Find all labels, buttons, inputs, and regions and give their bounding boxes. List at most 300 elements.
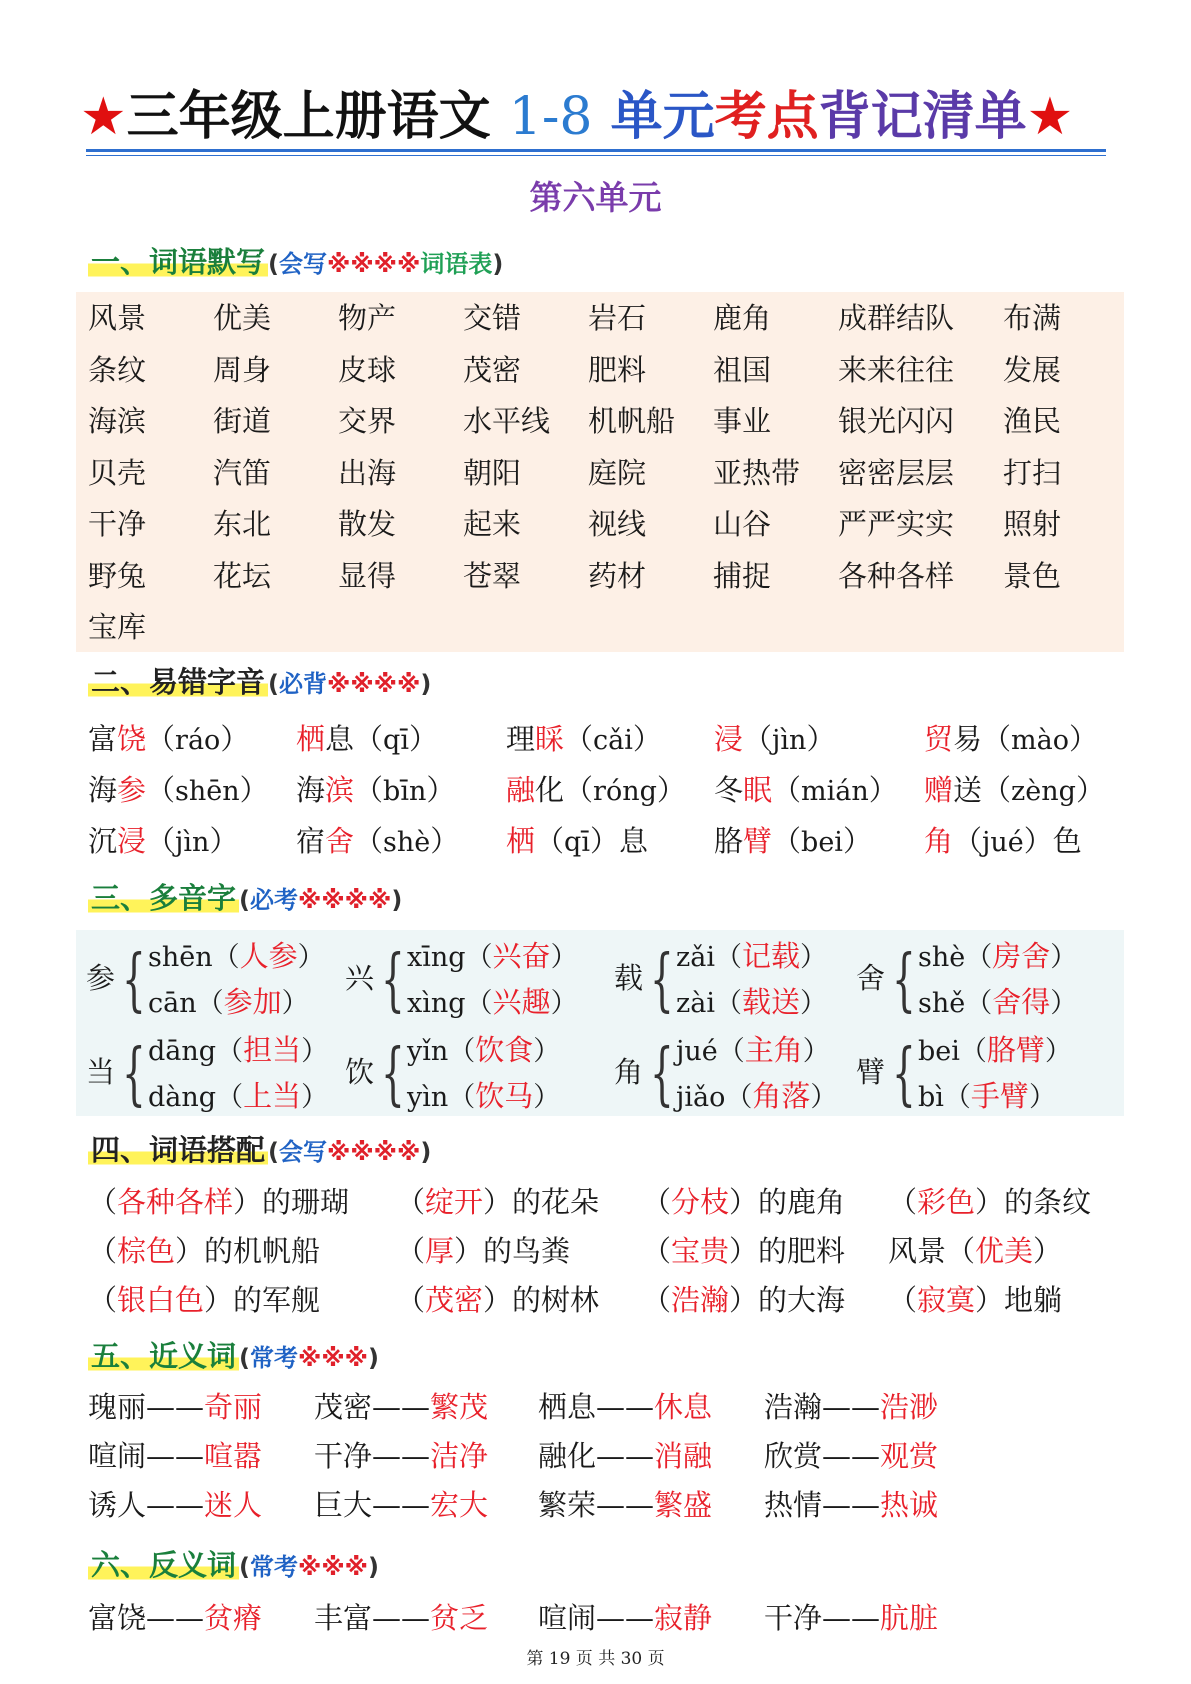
plain-word: 的花朵 xyxy=(512,1185,600,1219)
pinyin: shě xyxy=(918,988,966,1019)
example-word: 兴奋 xyxy=(492,939,551,973)
target-char: 浸 xyxy=(117,824,147,858)
pinyin: jìn xyxy=(175,827,210,858)
example-word: 饮马 xyxy=(475,1079,534,1113)
pinyin: qī xyxy=(383,725,409,756)
word-item: 渔民 xyxy=(1003,404,1062,438)
word-item: 海滨 xyxy=(88,404,147,438)
word-item: 银光闪闪 xyxy=(838,404,955,438)
example-word: 载送 xyxy=(741,985,800,1019)
punct: （ xyxy=(448,1036,476,1067)
word-item: 成群结队 xyxy=(838,301,955,335)
pinyin: xìng xyxy=(407,988,466,1019)
synonym-pair xyxy=(538,1483,712,1524)
punct: ） xyxy=(799,988,827,1019)
dash: —— xyxy=(146,1488,205,1522)
synonym-pair xyxy=(764,1434,938,1475)
brace-icon: { xyxy=(892,1035,916,1114)
dash: —— xyxy=(372,1439,431,1473)
punct: ） xyxy=(810,1082,838,1113)
pinyin: yìn xyxy=(407,1082,449,1113)
polyphone-char: 舍 xyxy=(856,961,886,995)
punct: ） xyxy=(454,1234,484,1268)
answer-word: 喧嚣 xyxy=(204,1439,263,1473)
punct: ） xyxy=(799,942,827,973)
polyphone-reading xyxy=(676,1028,830,1069)
plain-char: 色 xyxy=(1052,824,1082,858)
word: 浩瀚 xyxy=(764,1390,823,1424)
polyphone-reading xyxy=(676,980,827,1021)
word-item: 发展 xyxy=(1003,352,1062,387)
word-item: 风景 xyxy=(88,301,147,335)
answer-word: 贫乏 xyxy=(430,1601,489,1635)
dash: —— xyxy=(596,1390,655,1424)
punct: （ xyxy=(396,1283,426,1317)
punct: （ xyxy=(943,1082,971,1113)
pinyin: xīng xyxy=(407,942,466,973)
current-page: 19 xyxy=(548,1649,571,1669)
pronunciation-item xyxy=(88,717,249,758)
word: 丰富 xyxy=(314,1601,373,1635)
pinyin: shēn xyxy=(175,776,240,807)
dash: —— xyxy=(146,1390,205,1424)
punct: ） xyxy=(239,773,269,807)
punct: ） xyxy=(842,824,872,858)
plain-word: 的鹿角 xyxy=(758,1185,846,1219)
punct: （ xyxy=(216,1082,244,1113)
word-item: 交错 xyxy=(463,301,522,335)
punct: （ xyxy=(354,824,384,858)
target-char: 舍 xyxy=(325,824,355,858)
polyphone-reading xyxy=(676,1074,837,1115)
example-word: 人参 xyxy=(239,939,298,973)
collocation-item xyxy=(88,1229,320,1270)
word-item: 祖国 xyxy=(713,352,772,387)
polyphone-char: 饮 xyxy=(345,1055,375,1089)
example-word: 记载 xyxy=(741,939,800,973)
punct: ） xyxy=(1023,824,1053,858)
word-item: 东北 xyxy=(213,507,272,541)
punct: （ xyxy=(982,722,1012,756)
word-item: 出海 xyxy=(338,455,397,490)
punct: （ xyxy=(564,773,594,807)
collocation-item xyxy=(642,1278,845,1319)
polyphone-reading xyxy=(148,934,325,975)
dash: —— xyxy=(822,1601,881,1635)
punct: （ xyxy=(965,988,993,1019)
answer-word: 绽开 xyxy=(425,1185,484,1219)
collocation-item xyxy=(642,1180,845,1221)
word-item: 打扫 xyxy=(1003,455,1062,490)
plain-char: 易 xyxy=(953,722,983,756)
punct: （ xyxy=(88,1283,118,1317)
pinyin: shēn xyxy=(148,942,213,973)
plain-char: 理 xyxy=(506,722,536,756)
example-word: 上当 xyxy=(243,1079,302,1113)
word-item: 街道 xyxy=(213,404,272,438)
brace-icon: { xyxy=(892,941,916,1020)
punct: ） xyxy=(632,722,662,756)
punct: （ xyxy=(216,1036,244,1067)
plain-word: 的条纹 xyxy=(1004,1185,1092,1219)
pronunciation-item xyxy=(88,819,238,860)
synonym-pair xyxy=(538,1385,712,1426)
collocation-item xyxy=(396,1278,599,1319)
word-item: 周身 xyxy=(213,352,272,387)
example-word: 角落 xyxy=(752,1079,811,1113)
pinyin: jiǎo xyxy=(676,1082,726,1113)
pinyin: zèng xyxy=(1011,776,1076,807)
pronunciation-item xyxy=(296,768,455,809)
word-item: 贝壳 xyxy=(88,455,147,490)
punct: ） xyxy=(550,942,578,973)
dash: —— xyxy=(822,1488,881,1522)
target-char: 饶 xyxy=(117,722,147,756)
example-word: 参加 xyxy=(223,985,282,1019)
target-char: 栖 xyxy=(506,824,536,858)
pronunciation-item xyxy=(714,768,898,809)
punct: ） xyxy=(975,1185,1005,1219)
plain-word: 的珊瑚 xyxy=(262,1185,350,1219)
punct: ） xyxy=(729,1234,759,1268)
plain-word: 的鸟粪 xyxy=(483,1234,571,1268)
pinyin: bei xyxy=(801,827,843,858)
punct: （ xyxy=(888,1283,918,1317)
punct: ） xyxy=(729,1283,759,1317)
plain-char: 送 xyxy=(953,773,983,807)
polyphone-reading xyxy=(148,980,309,1021)
answer-word: 宝贵 xyxy=(671,1234,730,1268)
punct: ） xyxy=(426,773,456,807)
collocation-item xyxy=(888,1278,1062,1319)
answer-word: 热诚 xyxy=(880,1488,939,1522)
section-heading-6: 六、反义词 (常考※※※) xyxy=(88,1543,379,1583)
word-item: 宝库 xyxy=(88,610,147,644)
polyphone-char: 臂 xyxy=(856,1055,886,1089)
punct: （ xyxy=(196,988,224,1019)
pronunciation-item xyxy=(924,717,1098,758)
word-item: 朝阳 xyxy=(463,455,522,490)
pinyin: zài xyxy=(676,988,715,1019)
answer-word: 厚 xyxy=(425,1234,455,1268)
answer-word: 休息 xyxy=(654,1390,713,1424)
punct: （ xyxy=(396,1185,426,1219)
punct: ） xyxy=(533,1036,561,1067)
target-char: 眠 xyxy=(743,773,773,807)
word-item: 交界 xyxy=(338,404,397,438)
answer-word: 浩渺 xyxy=(880,1390,939,1424)
title-underline-thin xyxy=(86,155,1106,156)
punct: ） xyxy=(1075,773,1105,807)
word-item: 各种各样 xyxy=(838,558,955,593)
synonym-pair xyxy=(314,1385,488,1426)
punct: （ xyxy=(146,722,176,756)
word-item: 物产 xyxy=(338,301,397,335)
answer-word: 繁茂 xyxy=(430,1390,489,1424)
answer-word: 浩瀚 xyxy=(671,1283,730,1317)
punct: ） xyxy=(233,1185,263,1219)
word: 热情 xyxy=(764,1488,823,1522)
punct: ） xyxy=(483,1185,513,1219)
word-item: 散发 xyxy=(338,507,397,541)
word: 欣赏 xyxy=(764,1439,823,1473)
section-heading-5: 五、近义词 (常考※※※) xyxy=(88,1334,379,1374)
section-heading-1: 一、词语默写 (会写※※※※词语表) xyxy=(88,240,503,280)
punct: （ xyxy=(743,722,773,756)
punct: ） xyxy=(589,824,619,858)
punct: （ xyxy=(982,773,1012,807)
answer-word: 肮脏 xyxy=(880,1601,939,1635)
word-item: 皮球 xyxy=(338,352,397,387)
plain-word: 的军舰 xyxy=(233,1283,321,1317)
target-char: 参 xyxy=(117,773,147,807)
punct: （ xyxy=(354,773,384,807)
target-char: 睬 xyxy=(535,722,565,756)
pinyin: mián xyxy=(801,776,869,807)
brace-icon: { xyxy=(381,1035,405,1114)
polyphone-reading xyxy=(148,1028,328,1069)
word-item: 庭院 xyxy=(588,455,647,490)
dash: —— xyxy=(596,1439,655,1473)
target-char: 浸 xyxy=(714,722,744,756)
word-item: 亚热带 xyxy=(713,455,801,490)
punct: （ xyxy=(146,773,176,807)
word-item: 优美 xyxy=(213,301,272,335)
punct: （ xyxy=(946,1234,976,1268)
punct: ） xyxy=(1044,1036,1072,1067)
punct: （ xyxy=(965,942,993,973)
target-char: 角 xyxy=(924,824,954,858)
target-char: 滨 xyxy=(325,773,355,807)
word-item: 事业 xyxy=(713,404,772,438)
punct: （ xyxy=(212,942,240,973)
target-char: 贸 xyxy=(924,722,954,756)
punct: （ xyxy=(88,1234,118,1268)
plain-char: 胳 xyxy=(714,824,744,858)
dash: —— xyxy=(146,1439,205,1473)
target-char: 赠 xyxy=(924,773,954,807)
pinyin: shè xyxy=(918,942,966,973)
answer-word: 消融 xyxy=(654,1439,713,1473)
synonym-pair xyxy=(764,1385,938,1426)
dash: —— xyxy=(822,1390,881,1424)
synonym-pair xyxy=(88,1385,262,1426)
pinyin: bīn xyxy=(383,776,427,807)
brace-icon: { xyxy=(122,1035,146,1114)
punct: ） xyxy=(301,1036,329,1067)
page-footer: 第 19 页 共 30 页 xyxy=(526,1649,665,1669)
pinyin: jué xyxy=(676,1036,718,1067)
punct: （ xyxy=(953,824,983,858)
pinyin: cān xyxy=(148,988,197,1019)
pronunciation-item xyxy=(296,819,459,860)
answer-word: 优美 xyxy=(975,1234,1034,1268)
word: 茂密 xyxy=(314,1390,373,1424)
punct: ） xyxy=(1050,942,1078,973)
pronunciation-item xyxy=(296,717,438,758)
plain-word: 的肥料 xyxy=(758,1234,846,1268)
example-word: 饮食 xyxy=(475,1033,534,1067)
word-item: 水平线 xyxy=(463,404,551,438)
plain-word: 地躺 xyxy=(1004,1283,1063,1317)
word-item: 山谷 xyxy=(713,507,772,541)
word: 干净 xyxy=(764,1601,823,1635)
collocation-item xyxy=(396,1229,570,1270)
pinyin: dàng xyxy=(148,1082,217,1113)
answer-word: 观赏 xyxy=(880,1439,939,1473)
synonym-pair xyxy=(314,1483,488,1524)
word-item: 鹿角 xyxy=(713,301,772,335)
star-icon: ★ xyxy=(1026,87,1074,147)
polyphone-reading xyxy=(148,1074,328,1115)
punct: ） xyxy=(1050,988,1078,1019)
pinyin: jìn xyxy=(772,725,807,756)
pronunciation-item xyxy=(506,717,662,758)
punct: （ xyxy=(725,1082,753,1113)
pinyin: qī xyxy=(564,827,590,858)
pinyin: jué xyxy=(982,827,1024,858)
punct: ） xyxy=(430,824,460,858)
word-item: 来来往往 xyxy=(838,352,955,387)
word-item: 苍翠 xyxy=(463,558,522,593)
punct: ） xyxy=(220,722,250,756)
word-item: 照射 xyxy=(1003,507,1062,541)
brace-icon: { xyxy=(650,1035,674,1114)
punct: ） xyxy=(806,722,836,756)
punct: （ xyxy=(714,942,742,973)
punct: ） xyxy=(975,1283,1005,1317)
brace-icon: { xyxy=(650,941,674,1020)
target-char: 臂 xyxy=(743,824,773,858)
synonym-pair xyxy=(88,1483,262,1524)
answer-word: 寂寞 xyxy=(917,1283,976,1317)
plain-char: 沉 xyxy=(88,824,118,858)
plain-word: 的大海 xyxy=(758,1283,846,1317)
answer-word: 茂密 xyxy=(425,1283,484,1317)
collocation-item xyxy=(88,1180,349,1221)
punct: （ xyxy=(535,824,565,858)
answer-word: 洁净 xyxy=(430,1439,489,1473)
punct: ） xyxy=(1028,1082,1056,1113)
pinyin: bei xyxy=(918,1036,960,1067)
pronunciation-item xyxy=(924,768,1105,809)
antonym-pair xyxy=(314,1596,488,1637)
punct: （ xyxy=(714,988,742,1019)
brace-icon: { xyxy=(381,941,405,1020)
punct: ） xyxy=(656,773,686,807)
synonym-pair xyxy=(314,1434,488,1475)
collocation-item xyxy=(888,1229,1062,1270)
antonym-pair xyxy=(88,1596,262,1637)
word: 融化 xyxy=(538,1439,597,1473)
punct: ） xyxy=(802,1036,830,1067)
punct: （ xyxy=(465,942,493,973)
dash: —— xyxy=(822,1439,881,1473)
punct: （ xyxy=(146,824,176,858)
antonym-pair xyxy=(538,1596,712,1637)
punct: （ xyxy=(354,722,384,756)
page-title: ★三年级上册语文 1-8 单元考点背记清单★ xyxy=(80,87,1074,147)
plain-char: 海 xyxy=(296,773,326,807)
polyphone-reading xyxy=(918,934,1077,975)
polyphone-reading xyxy=(407,980,578,1021)
word-item: 花坛 xyxy=(213,558,272,593)
synonym-pair xyxy=(538,1434,712,1475)
punct: （ xyxy=(465,988,493,1019)
pinyin: ráo xyxy=(175,725,221,756)
punct: ） xyxy=(175,1234,205,1268)
punct: （ xyxy=(642,1185,672,1219)
word: 喧闹 xyxy=(538,1601,597,1635)
example-word: 舍得 xyxy=(992,985,1051,1019)
punct: ） xyxy=(550,988,578,1019)
polyphone-reading xyxy=(407,1074,560,1115)
pronunciation-item xyxy=(88,768,269,809)
polyphone-char: 角 xyxy=(614,1055,644,1089)
example-word: 主角 xyxy=(744,1033,803,1067)
word-item: 汽笛 xyxy=(213,455,272,490)
punct: ） xyxy=(1069,722,1099,756)
word-item: 茂密 xyxy=(463,352,522,387)
word-item: 密密层层 xyxy=(838,455,955,490)
polyphone-reading xyxy=(407,1028,560,1069)
punct: ） xyxy=(297,942,325,973)
pronunciation-item xyxy=(924,819,1082,860)
word: 诱人 xyxy=(88,1488,147,1522)
punct: （ xyxy=(959,1036,987,1067)
polyphone-reading xyxy=(676,934,827,975)
pronunciation-item xyxy=(506,768,686,809)
plain-word: 的树林 xyxy=(512,1283,600,1317)
dash: —— xyxy=(372,1390,431,1424)
plain-char: 息 xyxy=(618,824,648,858)
answer-word: 繁盛 xyxy=(654,1488,713,1522)
word-item: 肥料 xyxy=(588,352,647,387)
word-item: 野兔 xyxy=(88,558,147,593)
collocation-item xyxy=(888,1180,1091,1221)
plain-word: 的机帆船 xyxy=(204,1234,321,1268)
polyphone-char: 参 xyxy=(86,961,116,995)
pinyin: shè xyxy=(383,827,431,858)
polyphone-char: 当 xyxy=(86,1055,116,1089)
answer-word: 宏大 xyxy=(430,1488,489,1522)
punct: ） xyxy=(533,1082,561,1113)
punct: ） xyxy=(209,824,239,858)
polyphone-reading xyxy=(918,1074,1056,1115)
example-word: 兴趣 xyxy=(492,985,551,1019)
word-item: 布满 xyxy=(1003,301,1062,335)
target-char: 融 xyxy=(506,773,536,807)
word: 瑰丽 xyxy=(88,1390,147,1424)
example-word: 担当 xyxy=(243,1033,302,1067)
word-item: 显得 xyxy=(338,558,397,593)
pronunciation-item xyxy=(714,717,835,758)
word: 栖息 xyxy=(538,1390,597,1424)
punct: ） xyxy=(1033,1234,1063,1268)
word-item: 机帆船 xyxy=(588,404,676,438)
punct: ） xyxy=(729,1185,759,1219)
plain-char: 海 xyxy=(88,773,118,807)
plain-word: 风景 xyxy=(888,1234,947,1268)
pinyin: yǐn xyxy=(407,1036,449,1067)
answer-word: 迷人 xyxy=(204,1488,263,1522)
word: 巨大 xyxy=(314,1488,373,1522)
word-item: 捕捉 xyxy=(713,558,772,593)
dash: —— xyxy=(372,1488,431,1522)
word-item: 岩石 xyxy=(588,301,647,335)
answer-word: 彩色 xyxy=(917,1185,976,1219)
example-word: 手臂 xyxy=(970,1079,1029,1113)
